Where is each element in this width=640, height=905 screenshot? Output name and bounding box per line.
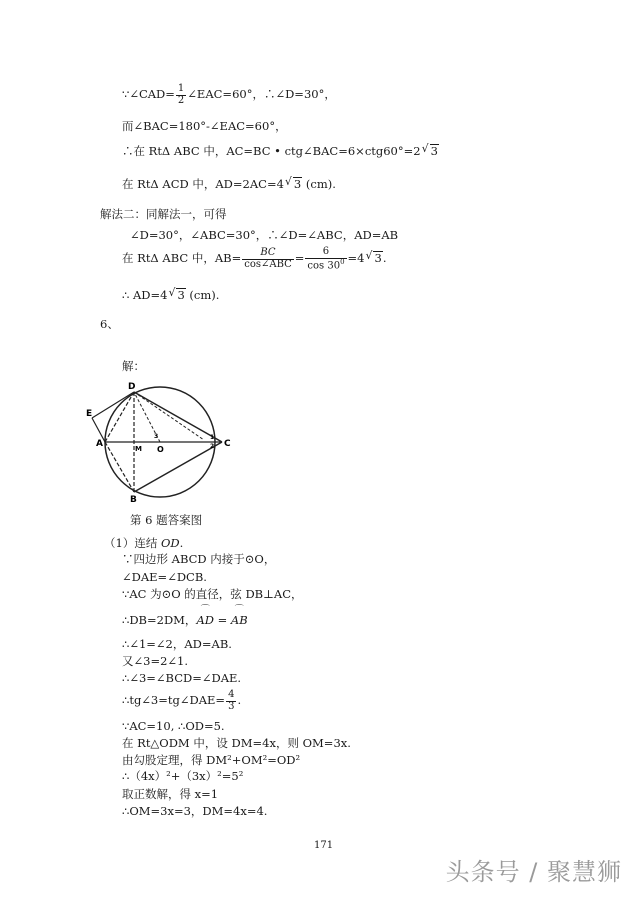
line-ab [105, 442, 134, 492]
step-8: ∴∠3=∠BCD=∠DAE. [122, 671, 242, 685]
step-3: ∠DAE=∠DCB. [122, 570, 207, 584]
step-13: ∴（4x）²+（3x）²=5² [122, 769, 244, 783]
figure-caption: 第 6 题答案图 [130, 513, 203, 527]
jie-label: 解： [122, 359, 145, 373]
label-angle-1: 1 [210, 434, 215, 441]
step-14: 取正数解，得 x=1 [122, 787, 219, 801]
arc-ab: ⌒ AB [231, 614, 248, 628]
step-11: 在 Rt△ODM 中，设 DM=4x，则 OM=3x. [122, 736, 351, 750]
fraction-6-cos30: $\frac{6}{\cos 30^0}$ [307, 246, 345, 271]
step-10: ∵AC=10, ∴OD=5. [122, 719, 225, 733]
geometry-figure [84, 378, 244, 508]
label-d: D [128, 382, 136, 392]
page-number: 171 [314, 840, 334, 851]
problem-number: 6、 [100, 317, 119, 331]
sol2-line3: ∴ AD=4√ 3 (cm). [122, 288, 219, 303]
step-12: 由勾股定理，得 DM²+OM²=OD² [122, 753, 301, 767]
label-e: E [86, 409, 93, 419]
label-o: O [157, 445, 164, 454]
sol2-heading: 解法二：同解法一，可得 [100, 207, 227, 221]
label-m: M [135, 445, 142, 453]
fraction-bc-cos: $\frac{BC}{\text{cos∠ABC}}$ [244, 247, 292, 270]
fraction-4-3: $\frac{4}{3}$ [228, 689, 235, 712]
sol2-line2: 在 RtΔ ABC 中，AB= $\frac{BC}{\text{cos∠ABC}}$ = $\frac{6}{\cos 30^0}$ =4√ 3. [122, 247, 386, 271]
watermark: 头条号 / 聚慧狮 [445, 858, 622, 886]
fraction-half: $\frac{1}{2}$ [177, 83, 185, 106]
sol1-line4: 在 RtΔ ACD 中，AD=2AC=4√ 3 (cm). [122, 177, 336, 192]
sol2-line1: ∠D=30°，∠ABC=30°，∴∠D=∠ABC，AD=AB [130, 228, 399, 242]
arc-ad: ⌒ AD [196, 614, 214, 628]
label-a: A [96, 439, 103, 449]
step-7: 又∠3=2∠1. [122, 654, 189, 668]
label-b: B [130, 495, 137, 505]
sol1-line2: 而∠BAC=180°-∠EAC=60°， [122, 119, 287, 133]
step-5: ∴DB=2DM，⌒ AD = ⌒ AB [122, 614, 248, 628]
sol1-line3: ∴在 RtΔ ABC 中，AC=BC • ctg∠BAC=6×ctg60°=2√ 3 [122, 144, 439, 159]
label-angle-3: 3 [154, 433, 159, 440]
line-ad [105, 392, 134, 442]
sol1-line1: ∵∠CAD= $\frac{1}{2}$ ∠EAC=60°，∴∠D=30°， [122, 83, 336, 106]
label-angle-2: 2 [210, 443, 215, 450]
label-c: C [224, 439, 231, 449]
step-6: ∴∠1=∠2，AD=AB. [122, 637, 232, 651]
step-4: ∵AC 为⊙O 的直径，弦 DB⊥AC， [122, 587, 303, 601]
step-2: ∵四边形 ABCD 内接于⊙O， [122, 552, 276, 566]
step-1: （1）连结 OD. [104, 536, 184, 550]
step-15: ∴OM=3x=3，DM=4x=4. [122, 804, 268, 818]
step-9: ∴tg∠3=tg∠DAE= $\frac{4}{3}$ . [122, 689, 242, 712]
